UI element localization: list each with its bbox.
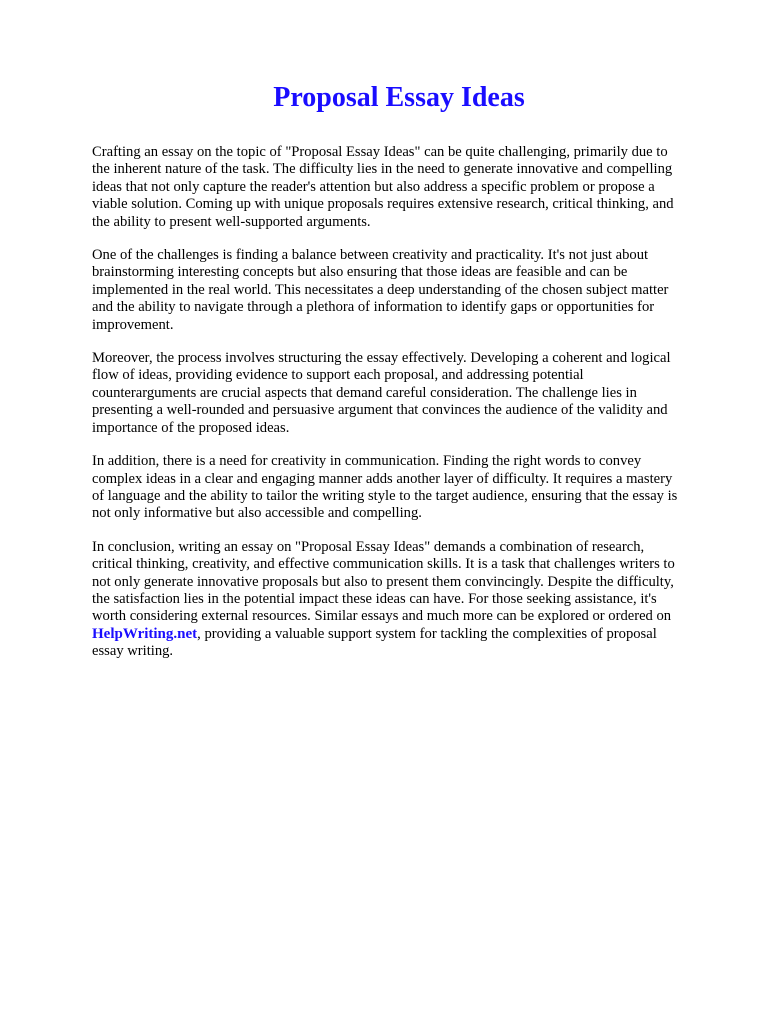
conclusion-text-before-link: In conclusion, writing an essay on "Proposal Essay Ideas" demands a combination of research, critical thinking, creativity, and effective communication skills. It is a task that challenges writers to not only generate innovative proposals but also to present them convincingly. Despite the difficulty, the satisfaction lies in the potential impact these ideas can have. For those seeking assistance, it's worth considering external resources. Similar essays and much more can be explored or ordered on — [92, 538, 675, 625]
paragraph-1: Crafting an essay on the topic of "Proposal Essay Ideas" can be quite challenging, primarily due to the inherent nature of the task. The difficulty lies in the need to generate innovative and compelling ideas that not only capture the reader's attention but also address a specific problem or propose a viable solution. Coming up with unique proposals requires extensive research, critical thinking, and the ability to present well-supported arguments. — [92, 144, 674, 230]
paragraph-2: One of the challenges is finding a balance between creativity and practicality. It's not just about brainstorming interesting concepts but also ensuring that those ideas are feasible and can be implemented in the real world. This necessitates a deep understanding of the chosen subject matter and the ability to navigate through a plethora of information to identify gaps or opportunities for improvement. — [92, 247, 669, 333]
conclusion-paragraph — [92, 539, 698, 661]
page-title: Proposal Essay Ideas — [273, 82, 525, 113]
paragraph-3: Moreover, the process involves structuring the essay effectively. Developing a coherent and logical flow of ideas, providing evidence to support each proposal, and addressing potential counterarguments are crucial aspects that demand careful consideration. The challenge lies in presenting a well-rounded and persuasive argument that convinces the audience of the validity and importance of the proposed ideas. — [92, 350, 671, 436]
helpwriting-link[interactable]: HelpWriting.net — [92, 625, 198, 642]
conclusion-text-after-link: , providing a valuable support system for tackling the complexities of proposal essay writing. — [92, 625, 657, 660]
paragraph-4: In addition, there is a need for creativity in communication. Finding the right words to convey complex ideas in a clear and engaging manner adds another layer of difficulty. It requires a mastery of language and the ability to tailor the writing style to the target audience, ensuring that the essay is not only informative but also accessible and compelling. — [92, 453, 678, 522]
